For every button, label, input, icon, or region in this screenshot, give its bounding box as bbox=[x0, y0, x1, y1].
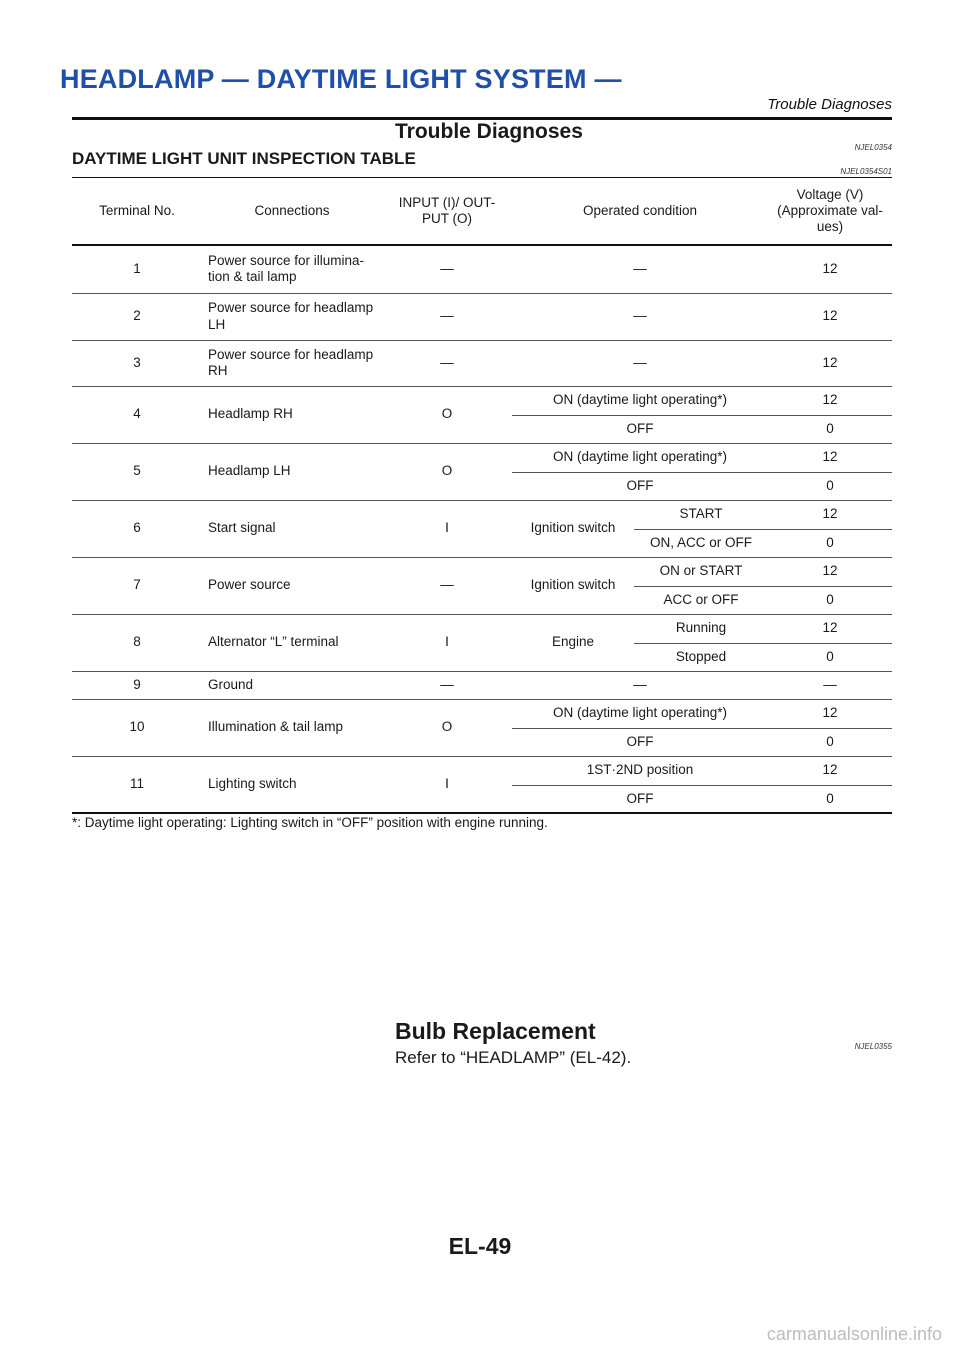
header-terminal: Terminal No. bbox=[72, 178, 202, 246]
bulb-replacement-code: NJEL0355 bbox=[854, 1042, 892, 1051]
voltage-cell: 12 bbox=[768, 699, 892, 728]
table-code: NJEL0354S01 bbox=[840, 167, 892, 176]
condition-cell: ON (daytime light operating*) bbox=[512, 443, 768, 472]
terminal-cell: 2 bbox=[72, 293, 202, 340]
condition-group-cell: Ignition switch bbox=[512, 557, 634, 614]
footnote: *: Daytime light operating: Lighting switch in “OFF” position with engine running. bbox=[72, 815, 548, 830]
condition-group-cell: Engine bbox=[512, 614, 634, 671]
io-cell: I bbox=[382, 614, 512, 671]
condition-group-cell: Ignition switch bbox=[512, 500, 634, 557]
voltage-cell: 0 bbox=[768, 728, 892, 756]
connection-cell: Power source for illumina- tion & tail lamp bbox=[202, 245, 382, 293]
section-title: Trouble Diagnoses bbox=[395, 120, 583, 143]
table-row bbox=[72, 293, 892, 340]
io-cell: — bbox=[382, 557, 512, 614]
terminal-cell: 7 bbox=[72, 557, 202, 614]
condition-cell: ON or START bbox=[634, 557, 768, 586]
voltage-cell: 12 bbox=[768, 245, 892, 293]
voltage-cell: 12 bbox=[768, 614, 892, 643]
condition-cell: Stopped bbox=[634, 643, 768, 671]
connection-cell: Ground bbox=[202, 671, 382, 699]
header-voltage: Voltage (V) (Approximate val- ues) bbox=[768, 178, 892, 246]
voltage-cell: 12 bbox=[768, 500, 892, 529]
terminal-cell: 4 bbox=[72, 386, 202, 443]
voltage-cell: — bbox=[768, 671, 892, 699]
voltage-cell: 12 bbox=[768, 557, 892, 586]
table-header-row bbox=[72, 178, 892, 246]
page-number: EL-49 bbox=[448, 1233, 512, 1259]
connection-cell: Power source for headlamp RH bbox=[202, 340, 382, 386]
condition-cell: Running bbox=[634, 614, 768, 643]
condition-cell: — bbox=[512, 340, 768, 386]
terminal-cell: 8 bbox=[72, 614, 202, 671]
voltage-cell: 12 bbox=[768, 340, 892, 386]
table-row bbox=[72, 557, 892, 586]
connection-cell: Start signal bbox=[202, 500, 382, 557]
io-cell: — bbox=[382, 671, 512, 699]
section-code: NJEL0354 bbox=[854, 143, 892, 152]
terminal-cell: 11 bbox=[72, 756, 202, 813]
header-condition: Operated condition bbox=[512, 178, 768, 246]
header-connections: Connections bbox=[202, 178, 382, 246]
io-cell: O bbox=[382, 699, 512, 756]
voltage-cell: 0 bbox=[768, 415, 892, 443]
table-title: DAYTIME LIGHT UNIT INSPECTION TABLE bbox=[72, 149, 416, 168]
table-row bbox=[72, 614, 892, 643]
io-cell: O bbox=[382, 443, 512, 500]
condition-cell: START bbox=[634, 500, 768, 529]
connection-cell: Alternator “L” terminal bbox=[202, 614, 382, 671]
condition-cell: OFF bbox=[512, 415, 768, 443]
voltage-cell: 0 bbox=[768, 529, 892, 557]
io-cell: — bbox=[382, 293, 512, 340]
connection-cell: Power source bbox=[202, 557, 382, 614]
io-cell: — bbox=[382, 245, 512, 293]
inspection-table bbox=[72, 177, 892, 814]
watermark: carmanualsonline.info bbox=[766, 1324, 942, 1344]
voltage-cell: 0 bbox=[768, 643, 892, 671]
condition-cell: ON, ACC or OFF bbox=[634, 529, 768, 557]
running-header-title: HEADLAMP — DAYTIME LIGHT SYSTEM — bbox=[60, 64, 622, 94]
connection-cell: Power source for headlamp LH bbox=[202, 293, 382, 340]
bulb-replacement-title: Bulb Replacement bbox=[395, 1018, 596, 1044]
condition-cell: OFF bbox=[512, 728, 768, 756]
condition-cell: — bbox=[512, 671, 768, 699]
voltage-cell: 12 bbox=[768, 293, 892, 340]
running-header-subtitle: Trouble Diagnoses bbox=[767, 96, 892, 113]
connection-cell: Illumination & tail lamp bbox=[202, 699, 382, 756]
voltage-cell: 12 bbox=[768, 756, 892, 785]
table-row bbox=[72, 756, 892, 785]
bulb-replacement-text: Refer to “HEADLAMP” (EL-42). bbox=[395, 1048, 632, 1067]
table-row bbox=[72, 245, 892, 293]
terminal-cell: 5 bbox=[72, 443, 202, 500]
io-cell: I bbox=[382, 756, 512, 813]
terminal-cell: 3 bbox=[72, 340, 202, 386]
table-row bbox=[72, 699, 892, 728]
voltage-cell: 12 bbox=[768, 443, 892, 472]
condition-cell: — bbox=[512, 245, 768, 293]
io-cell: O bbox=[382, 386, 512, 443]
table-row bbox=[72, 386, 892, 415]
condition-cell: OFF bbox=[512, 472, 768, 500]
condition-cell: ON (daytime light operating*) bbox=[512, 699, 768, 728]
condition-cell: ON (daytime light operating*) bbox=[512, 386, 768, 415]
table-row bbox=[72, 671, 892, 699]
voltage-cell: 0 bbox=[768, 785, 892, 813]
voltage-cell: 0 bbox=[768, 586, 892, 614]
connection-cell: Headlamp RH bbox=[202, 386, 382, 443]
io-cell: — bbox=[382, 340, 512, 386]
table-row bbox=[72, 340, 892, 386]
condition-cell: ACC or OFF bbox=[634, 586, 768, 614]
voltage-cell: 0 bbox=[768, 472, 892, 500]
terminal-cell: 9 bbox=[72, 671, 202, 699]
terminal-cell: 6 bbox=[72, 500, 202, 557]
terminal-cell: 1 bbox=[72, 245, 202, 293]
condition-cell: — bbox=[512, 293, 768, 340]
terminal-cell: 10 bbox=[72, 699, 202, 756]
table-row bbox=[72, 443, 892, 472]
table-row bbox=[72, 500, 892, 529]
condition-cell: 1ST·2ND position bbox=[512, 756, 768, 785]
voltage-cell: 12 bbox=[768, 386, 892, 415]
header-io: INPUT (I)/ OUT- PUT (O) bbox=[382, 178, 512, 246]
connection-cell: Headlamp LH bbox=[202, 443, 382, 500]
io-cell: I bbox=[382, 500, 512, 557]
connection-cell: Lighting switch bbox=[202, 756, 382, 813]
condition-cell: OFF bbox=[512, 785, 768, 813]
